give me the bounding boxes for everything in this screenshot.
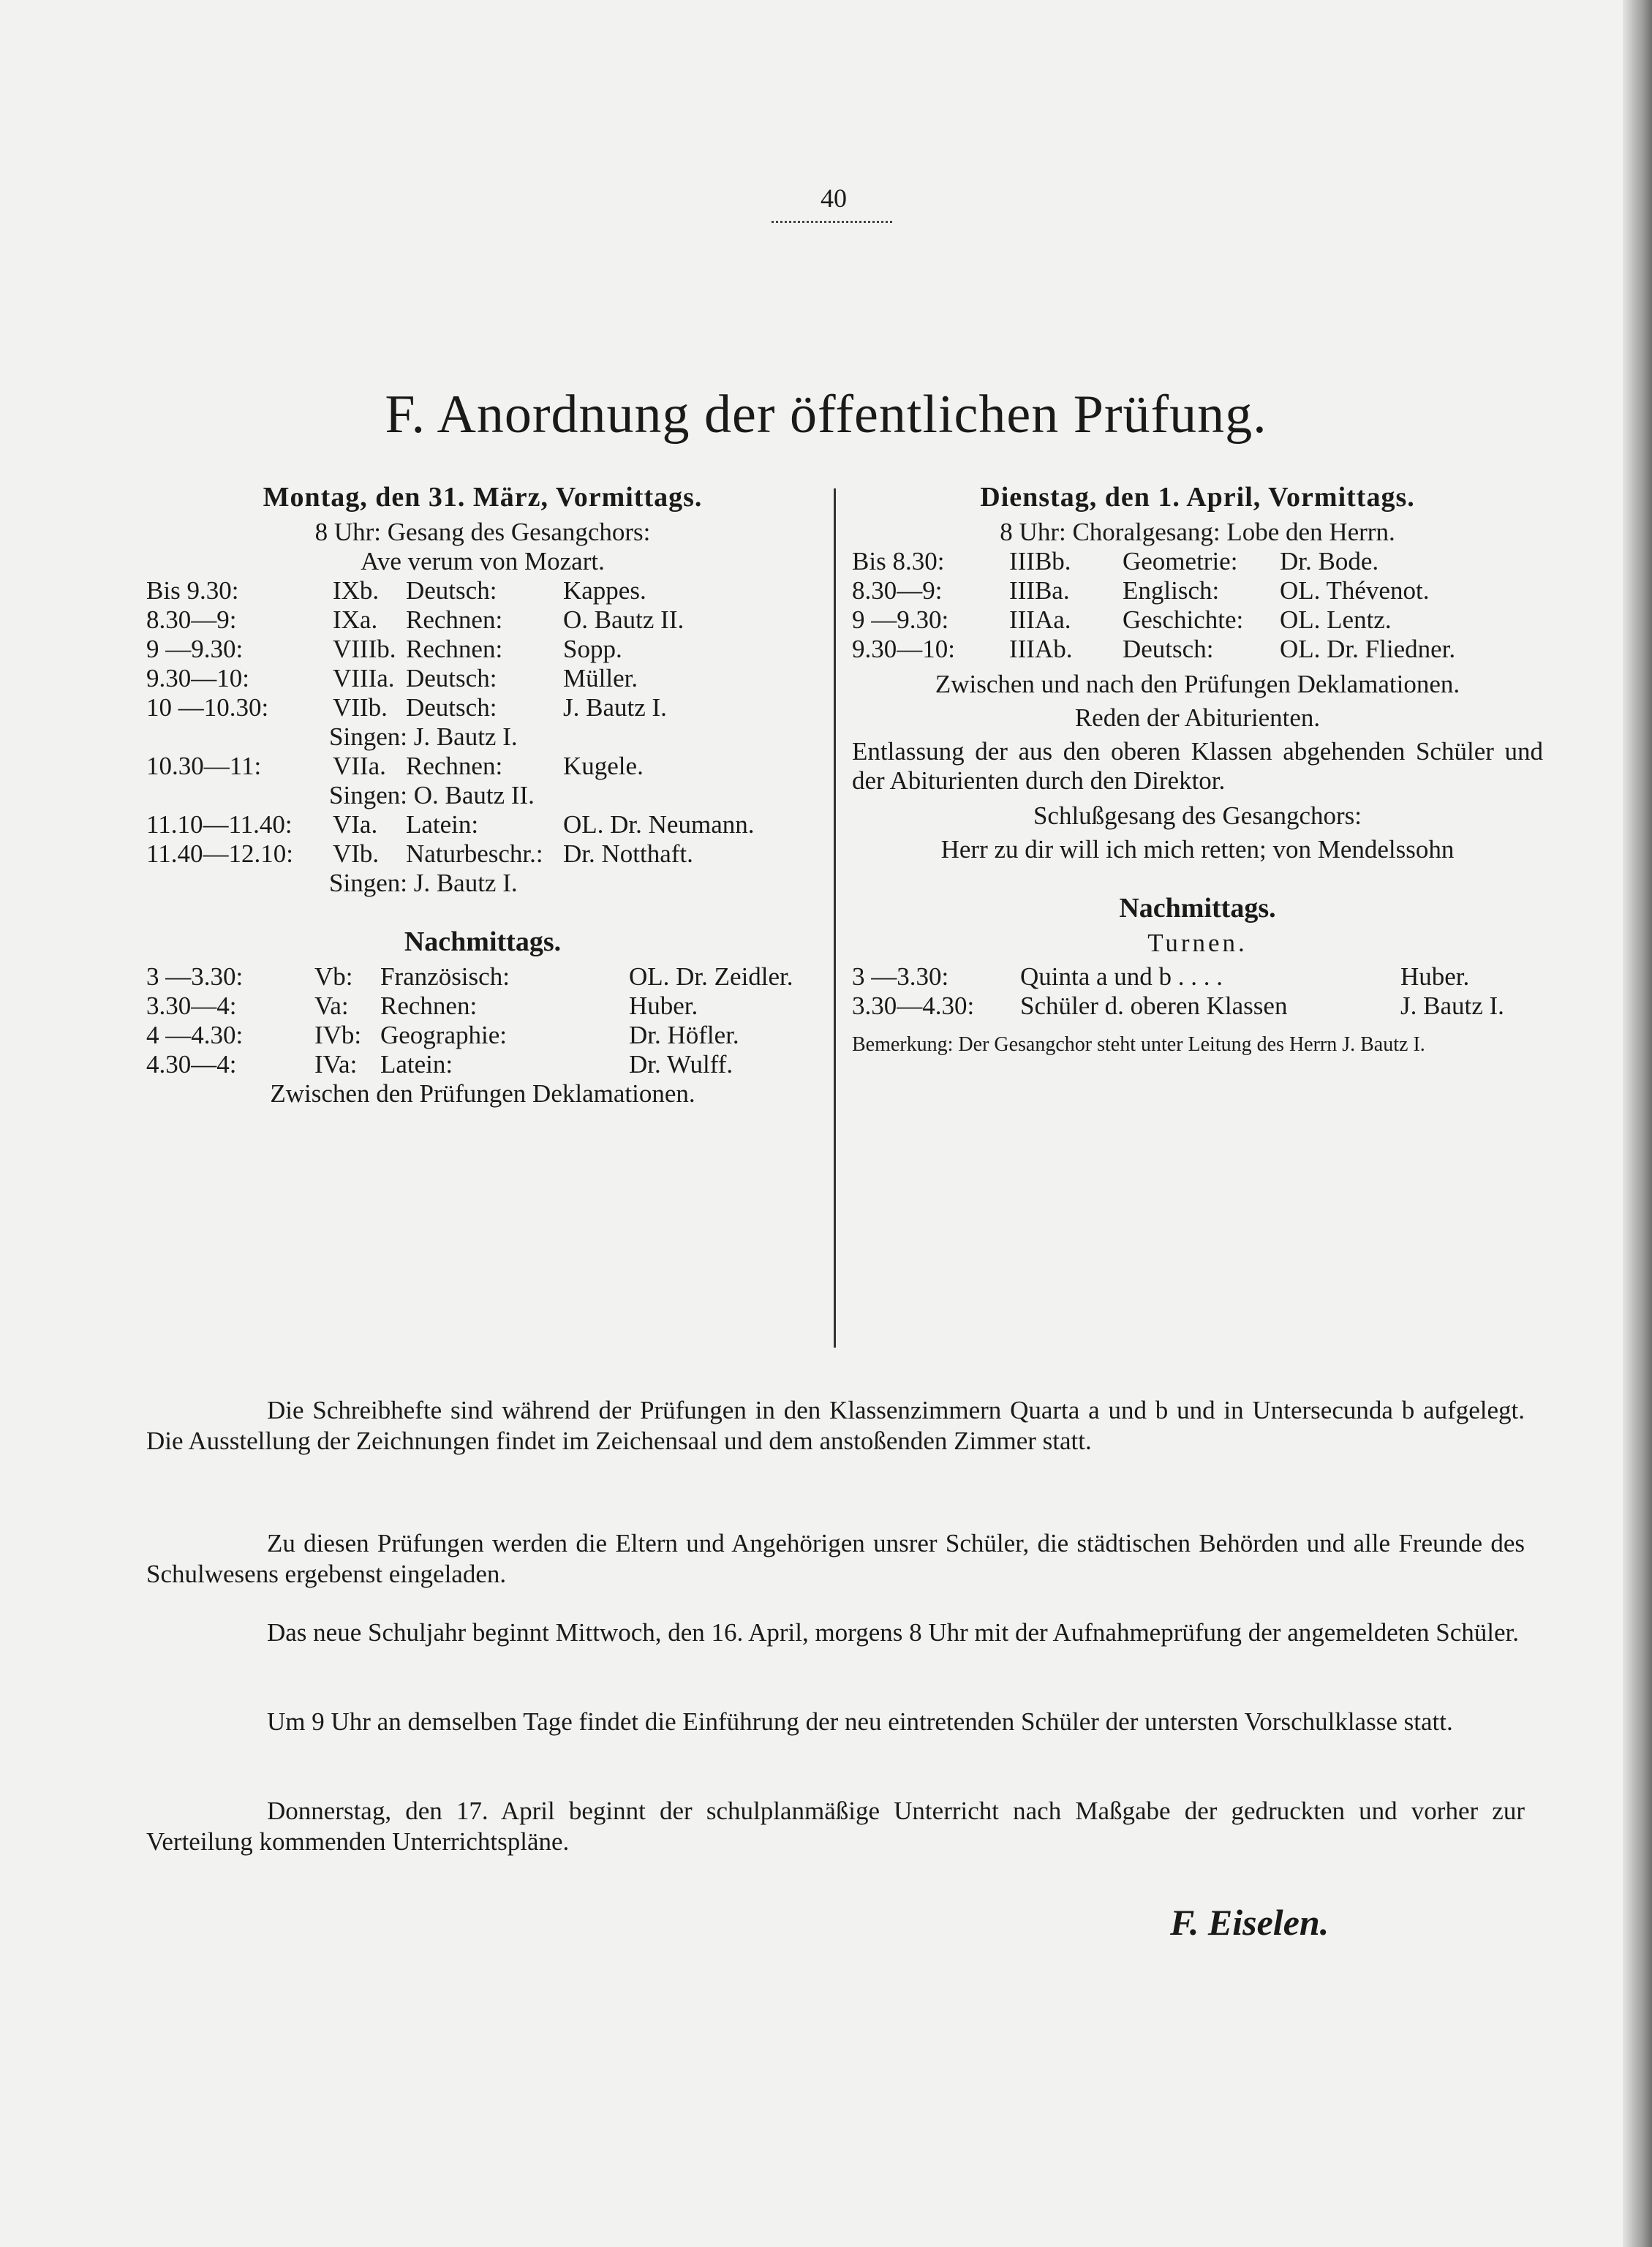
row-class: VIIa. [333, 752, 386, 780]
row-time: 11.10—11.40: [146, 810, 293, 839]
row-teacher: Dr. Wulff. [629, 1050, 733, 1079]
schedule-row [146, 605, 819, 635]
row-time: 9 —9.30: [852, 605, 949, 634]
row-teacher: Müller. [563, 664, 638, 692]
row-subject: Naturbeschr.: [406, 839, 543, 868]
paragraph [146, 1528, 1525, 1590]
tuesday-text: Herr zu dir will ich mich retten; von Mendelssohn [940, 835, 1455, 864]
row-class: VIIb. [333, 693, 388, 722]
row-teacher: OL. Lentz. [1280, 605, 1392, 634]
monday-afternoon-heading: Nachmittags. [404, 926, 562, 957]
page-number-rule [772, 221, 892, 223]
column-divider [834, 488, 836, 1348]
page-edge-shadow [1623, 0, 1652, 2247]
row-class: IIIAa. [1009, 605, 1071, 634]
row-teacher: Dr. Notthaft. [563, 839, 693, 868]
remark-note: Bemerkung: Der Gesangchor steht unter Leitung des Herrn J. Bautz I. [852, 1033, 1425, 1056]
row-subject: Geographie: [380, 1021, 507, 1049]
row-time: 11.40—12.10: [146, 839, 293, 868]
row-time: 3 —3.30: [146, 962, 244, 991]
row-subject: Latein: [406, 810, 479, 839]
schedule-row [146, 576, 819, 605]
tuesday-heading: Dienstag, den 1. April, Vormittags. [980, 482, 1415, 513]
paragraph-text: Donnerstag, den 17. April beginnt der schulplanmäßige Unterricht nach Maßgabe der gedruckten und vorher zur Verteilung kommenden Unterrichtspläne. [146, 1797, 1525, 1856]
schedule-row [852, 992, 1543, 1021]
schedule-row [852, 635, 1543, 664]
row-time: 3.30—4: [146, 992, 237, 1020]
row-teacher: Huber. [629, 992, 698, 1020]
paragraph [146, 1395, 1525, 1457]
row-subject: Deutsch: [406, 664, 497, 692]
schedule-row [146, 839, 819, 869]
row-subject: Deutsch: [406, 576, 497, 605]
row-teacher: OL. Dr. Zeidler. [629, 962, 793, 991]
tuesday-text: Zwischen und nach den Prüfungen Deklamationen. [935, 670, 1460, 698]
row-description: Schüler d. oberen Klassen [1020, 992, 1288, 1020]
monday-intro-line: 8 Uhr: Gesang des Gesangchors: [314, 518, 651, 546]
schedule-row [852, 576, 1543, 605]
tuesday-text: Reden der Abiturienten. [1074, 703, 1321, 732]
row-class: IIIBa. [1009, 576, 1070, 605]
tuesday-intro-line: 8 Uhr: Choralgesang: Lobe den Herrn. [1000, 518, 1395, 546]
row-teacher: Huber. [1400, 962, 1470, 991]
row-time: 10.30—11: [146, 752, 262, 780]
row-class: IIIAb. [1009, 635, 1073, 663]
tuesday-schedule [852, 483, 1543, 1057]
row-time: Bis 9.30: [146, 576, 239, 605]
row-time: 8.30—9: [852, 576, 943, 605]
row-class: IIIBb. [1009, 547, 1071, 575]
row-class: Vb: [314, 962, 353, 991]
row-teacher: Sopp. [563, 635, 622, 663]
paragraph [146, 1796, 1525, 1857]
paragraph-text: Zu diesen Prüfungen werden die Eltern und Angehörigen unsrer Schüler, die städtischen Behörden und alle Freunde des Schulwesens ergebenst eingeladen. [146, 1529, 1525, 1588]
row-time: 4.30—4: [146, 1050, 237, 1079]
monday-closing: Zwischen den Prüfungen Deklamationen. [270, 1079, 695, 1108]
signature: F. Eiselen. [1170, 1902, 1329, 1943]
monday-heading: Montag, den 31. März, Vormittags. [263, 482, 703, 513]
row-class: IXb. [333, 576, 380, 605]
singen-row: Singen: J. Bautz I. [329, 722, 518, 751]
row-time: 4 —4.30: [146, 1021, 244, 1049]
row-subject: Deutsch: [1123, 635, 1214, 663]
row-class: VIIIa. [333, 664, 395, 692]
row-subject: Rechnen: [406, 605, 503, 634]
schedule-row [852, 547, 1543, 576]
monday-intro-line: Ave verum von Mozart. [361, 547, 605, 575]
tuesday-text: Schlußgesang des Gesangchors: [1033, 801, 1362, 830]
row-subject: Rechnen: [380, 992, 478, 1020]
row-time: 9.30—10: [852, 635, 955, 663]
schedule-row [146, 693, 819, 722]
row-subject: Geometrie: [1123, 547, 1238, 575]
tuesday-afternoon-heading: Nachmittags. [1119, 893, 1276, 924]
row-class: VIb. [333, 839, 380, 868]
schedule-row [146, 635, 819, 664]
schedule-row [852, 962, 1543, 992]
row-teacher: Kugele. [563, 752, 644, 780]
row-class: VIa. [333, 810, 378, 839]
row-teacher: OL. Dr. Fliedner. [1280, 635, 1456, 663]
row-time: 9.30—10: [146, 664, 249, 692]
schedule-row [146, 1050, 819, 1079]
row-class: IXa. [333, 605, 378, 634]
row-subject: Rechnen: [406, 752, 503, 780]
page-title: F. Anordnung der öffentlichen Prüfung. [385, 385, 1267, 445]
row-class: IVa: [314, 1050, 358, 1079]
row-subject: Rechnen: [406, 635, 503, 663]
paragraph [146, 1617, 1525, 1648]
row-class: Va: [314, 992, 349, 1020]
paragraph-text: Um 9 Uhr an demselben Tage findet die Einführung der neu eintretenden Schüler der untersten Vorschulklasse statt. [267, 1707, 1453, 1736]
singen-row: Singen: J. Bautz I. [329, 869, 518, 897]
schedule-row [852, 605, 1543, 635]
row-subject: Französisch: [380, 962, 510, 991]
row-time: 3.30—4.30: [852, 992, 975, 1020]
schedule-row [146, 752, 819, 781]
row-teacher: O. Bautz II. [563, 605, 684, 634]
row-teacher: J. Bautz I. [563, 693, 667, 722]
paragraph [146, 1707, 1525, 1737]
paragraph-text: Die Schreibhefte sind während der Prüfungen in den Klassenzimmern Quarta a und b und in Untersecunda b aufgelegt. Die Ausstellung der Zeichnungen findet im Zeichensaal und dem anstoßenden Zimmer statt. [146, 1396, 1525, 1455]
row-time: 8.30—9: [146, 605, 237, 634]
turnen-label: Turnen. [1147, 929, 1248, 957]
row-teacher: OL. Thévenot. [1280, 576, 1430, 605]
singen-row: Singen: O. Bautz II. [329, 781, 535, 809]
row-time: 3 —3.30: [852, 962, 949, 991]
paragraph-text: Das neue Schuljahr beginnt Mittwoch, den 16. April, morgens 8 Uhr mit der Aufnahmeprüfung der angemeldeten Schüler. [267, 1618, 1520, 1647]
row-time: Bis 8.30: [852, 547, 945, 575]
schedule-row [146, 962, 819, 992]
row-subject: Latein: [380, 1050, 453, 1079]
page-number: 40 [821, 184, 847, 213]
row-teacher: Dr. Bode. [1280, 547, 1379, 575]
schedule-row [146, 664, 819, 693]
row-description: Quinta a und b . . . . [1020, 962, 1223, 991]
row-class: IVb: [314, 1021, 362, 1049]
row-time: 10 —10.30: [146, 693, 269, 722]
row-subject: Deutsch: [406, 693, 497, 722]
row-teacher: Dr. Höfler. [629, 1021, 739, 1049]
row-time: 9 —9.30: [146, 635, 244, 663]
row-class: VIIIb. [333, 635, 396, 663]
schedule-row [146, 992, 819, 1021]
tuesday-text: Entlassung der aus den oberen Klassen abgehenden Schüler und der Abiturienten durch den Direktor. [852, 737, 1543, 795]
row-subject: Englisch: [1123, 576, 1220, 605]
schedule-row [146, 810, 819, 839]
row-teacher: J. Bautz I. [1400, 992, 1504, 1020]
schedule-row [146, 1021, 819, 1050]
row-teacher: Kappes. [563, 576, 646, 605]
monday-schedule [146, 483, 819, 1109]
row-subject: Geschichte: [1123, 605, 1244, 634]
row-teacher: OL. Dr. Neumann. [563, 810, 755, 839]
